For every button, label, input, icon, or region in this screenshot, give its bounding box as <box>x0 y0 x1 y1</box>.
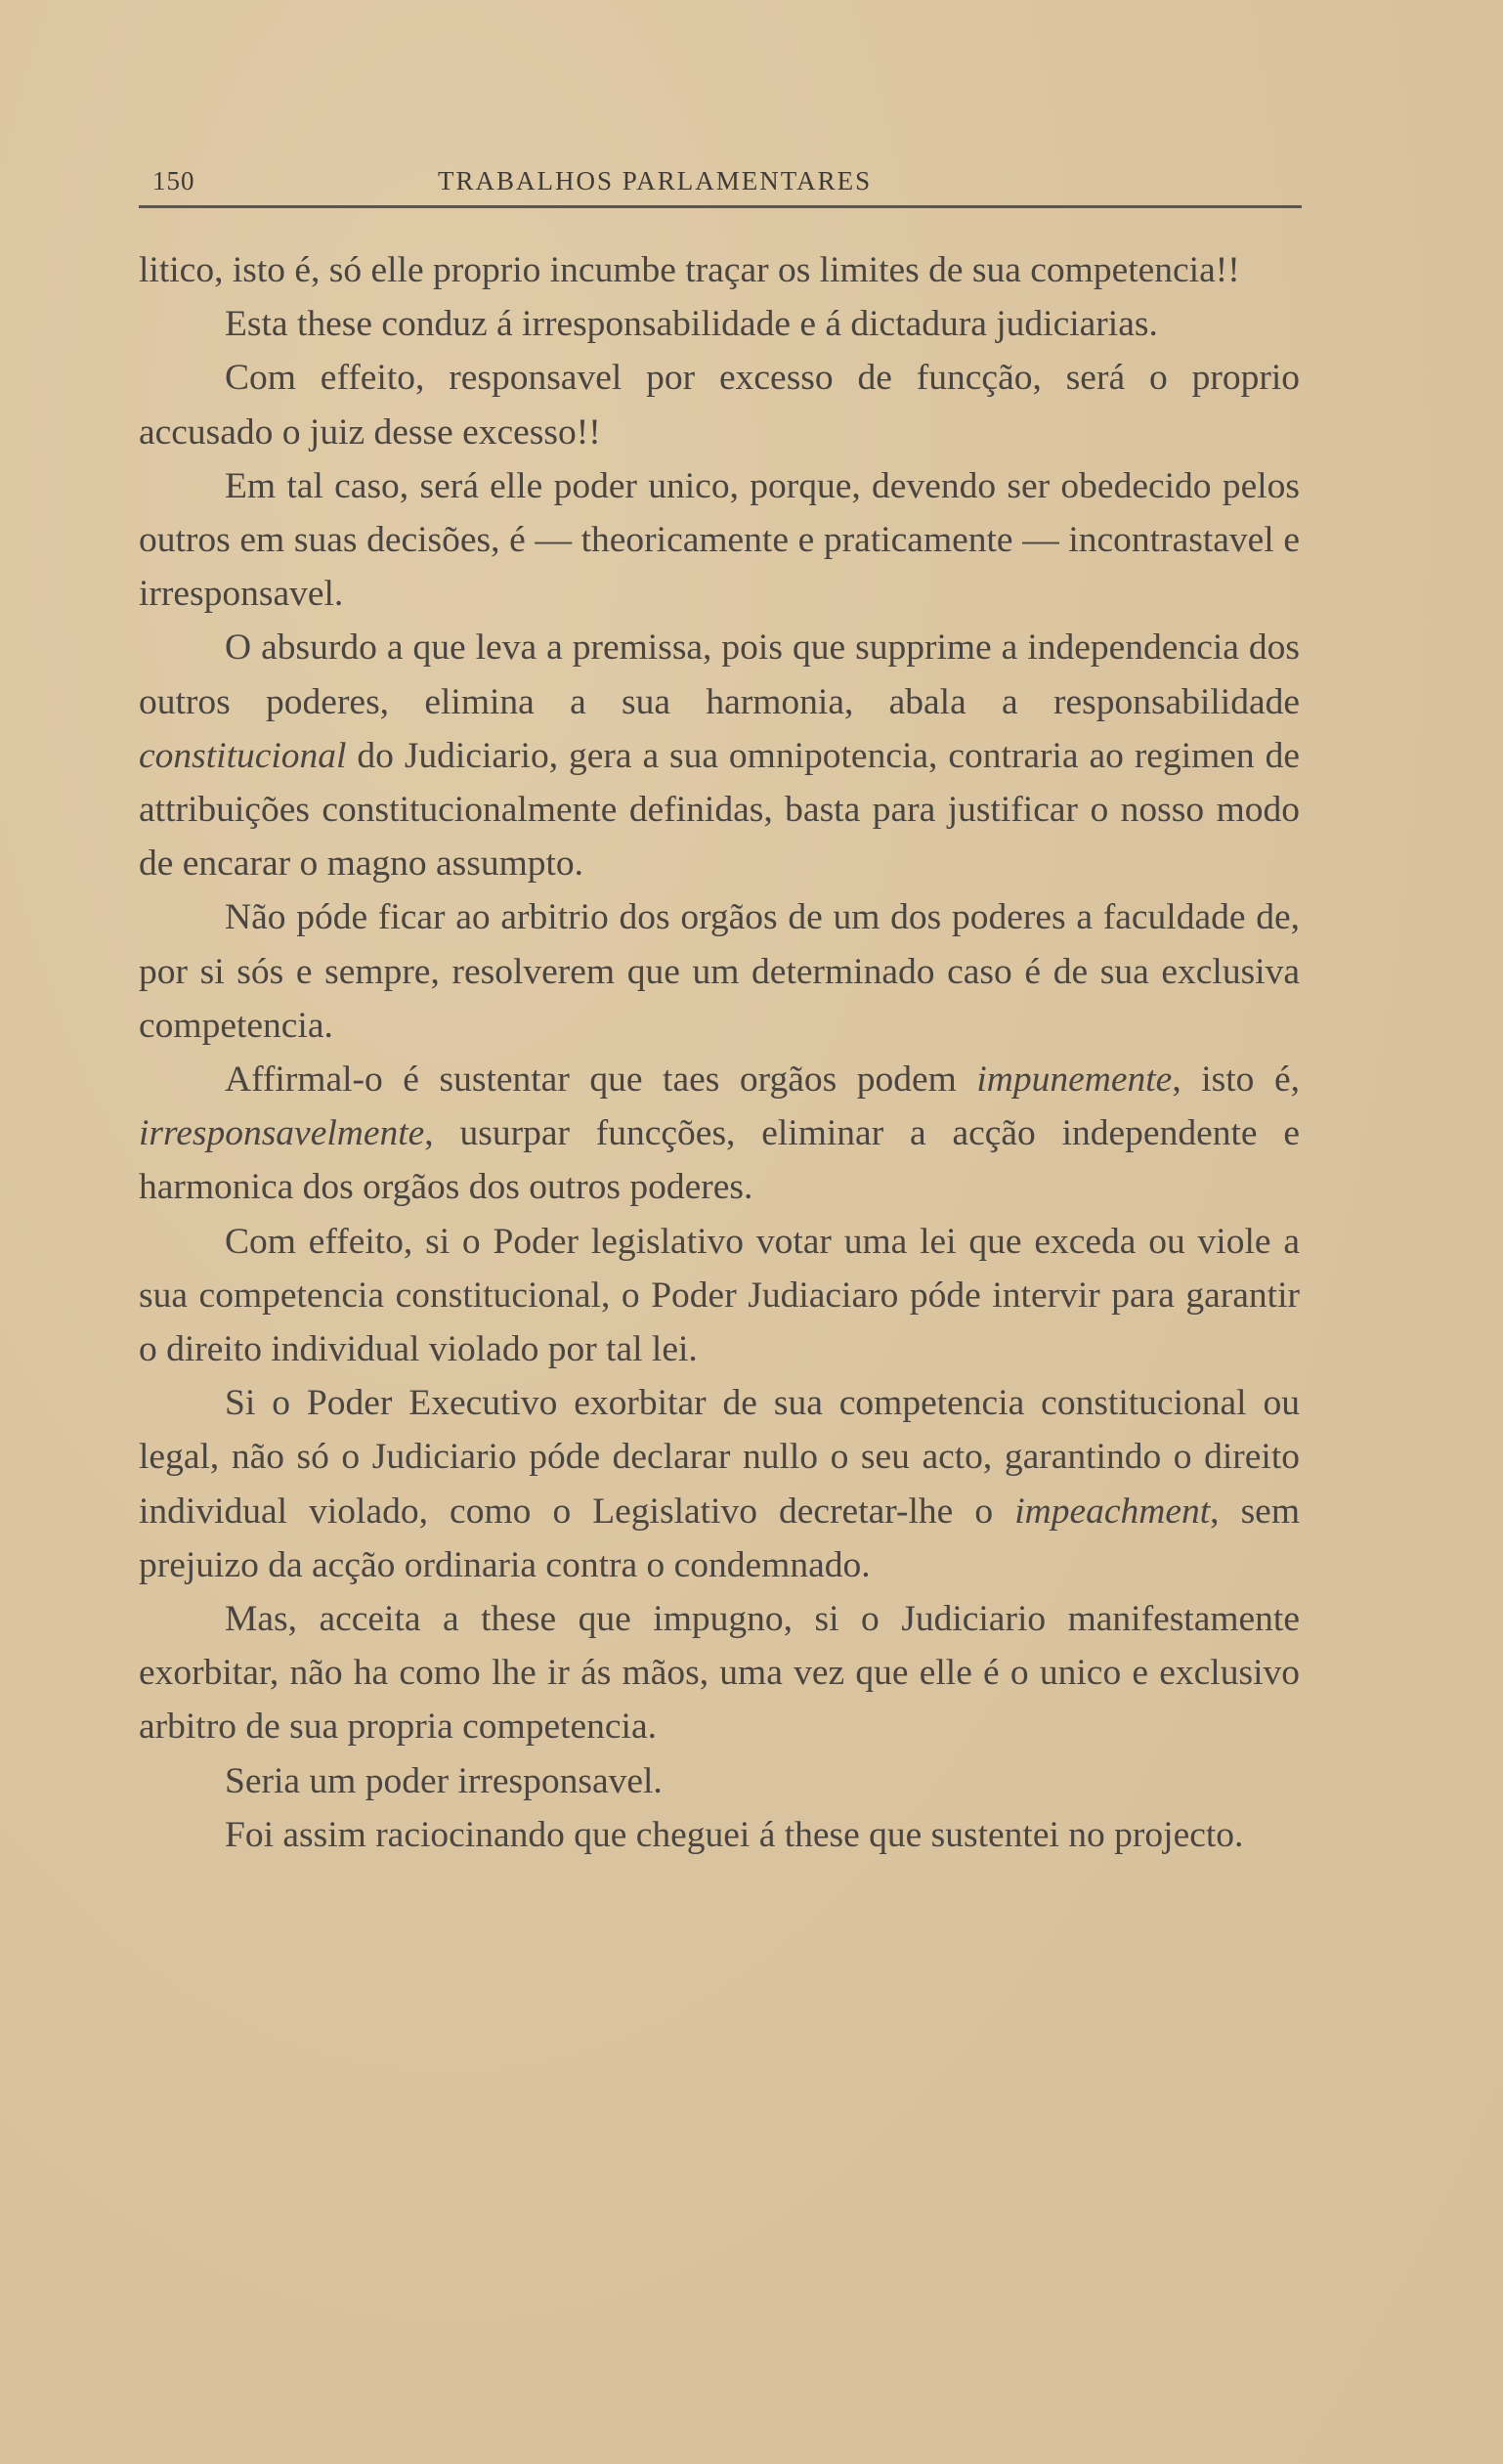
body-text <box>139 243 1300 1862</box>
page-number: 150 <box>152 166 195 195</box>
text-segment: , usurpar funcções, eliminar a acção independente e harmonica dos orgãos dos outros poderes. <box>139 1113 1300 1208</box>
text-segment: Não póde ficar ao arbitrio dos orgãos de um dos poderes a faculdade de, por si sós e sempre, resolverem que um determinado caso é de sua exclusiva competencia. <box>139 897 1300 1046</box>
text-segment: Esta these conduz á irresponsabilidade e á dictadura judiciarias. <box>225 304 1158 345</box>
paragraph <box>139 890 1300 1053</box>
paragraph <box>139 1808 1300 1862</box>
paragraph <box>139 621 1300 890</box>
paragraph <box>139 459 1300 622</box>
running-head <box>139 156 1300 203</box>
text-segment: , sem prejuizo da acção ordinaria contra o condemnado. <box>139 1491 1300 1585</box>
running-head-title: TRABALHOS PARLAMENTARES <box>438 166 873 195</box>
italic-text: irresponsavelmente <box>139 1113 425 1154</box>
text-segment: litico, isto é, só elle proprio incumbe traçar os limites de sua competencia!! <box>139 250 1240 290</box>
paragraph <box>139 351 1300 458</box>
italic-text: impunemente <box>976 1059 1173 1101</box>
text-segment: Com effeito, si o Poder legislativo votar uma lei que exceda ou viole a sua competencia constitucional, o Poder Judiaciaro póde intervir para garantir o direito individual violado por tal lei. <box>139 1221 1300 1370</box>
italic-text: constitucional <box>139 735 347 776</box>
text-segment: O absurdo a que leva a premissa, pois que supprime a independencia dos outros poderes, elimina a sua harmonia, abala a responsabilidade <box>139 627 1300 722</box>
paragraph <box>139 1376 1300 1592</box>
book-page <box>139 156 1300 1862</box>
text-segment: Seria um poder irresponsavel. <box>225 1760 663 1801</box>
text-segment: Si o Poder Executivo exorbitar de sua competencia constitucional ou legal, não só o Judiciario póde declarar nullo o seu acto, garantindo o direito individual violado, como o Legislativo decretar-lhe o <box>139 1383 1300 1532</box>
paragraph <box>139 1592 1300 1754</box>
text-segment: Com effeito, responsavel por excesso de funcção, será o proprio accusado o juiz desse excesso!! <box>139 358 1300 453</box>
text-segment: Mas, acceita a these que impugno, si o Judiciario manifestamente exorbitar, não ha como lhe ir ás mãos, uma vez que elle é o unico e exclusivo arbitro de sua propria competencia. <box>139 1599 1300 1748</box>
paragraph <box>139 297 1300 351</box>
text-segment: , isto é, <box>1172 1059 1300 1101</box>
paragraph <box>139 243 1300 297</box>
paragraph <box>139 1053 1300 1215</box>
paragraph <box>139 1754 1300 1808</box>
text-segment: do Judiciario, gera a sua omnipotencia, contraria ao regimen de attribuições constitucionalmente definidas, basta para justificar o nosso modo de encarar o magno assumpto. <box>139 735 1300 885</box>
text-segment: Affirmal-o é sustentar que taes orgãos podem <box>225 1059 977 1101</box>
italic-text: impeachment <box>1014 1491 1211 1532</box>
text-segment: Foi assim raciocinando que cheguei á these que sustentei no projecto. <box>225 1814 1244 1855</box>
text-segment: Em tal caso, será elle poder unico, porque, devendo ser obedecido pelos outros em suas decisões, é — theoricamente e praticamente — incontrastavel e irresponsavel. <box>139 465 1300 615</box>
header-rule <box>139 205 1302 208</box>
paragraph <box>139 1215 1300 1377</box>
